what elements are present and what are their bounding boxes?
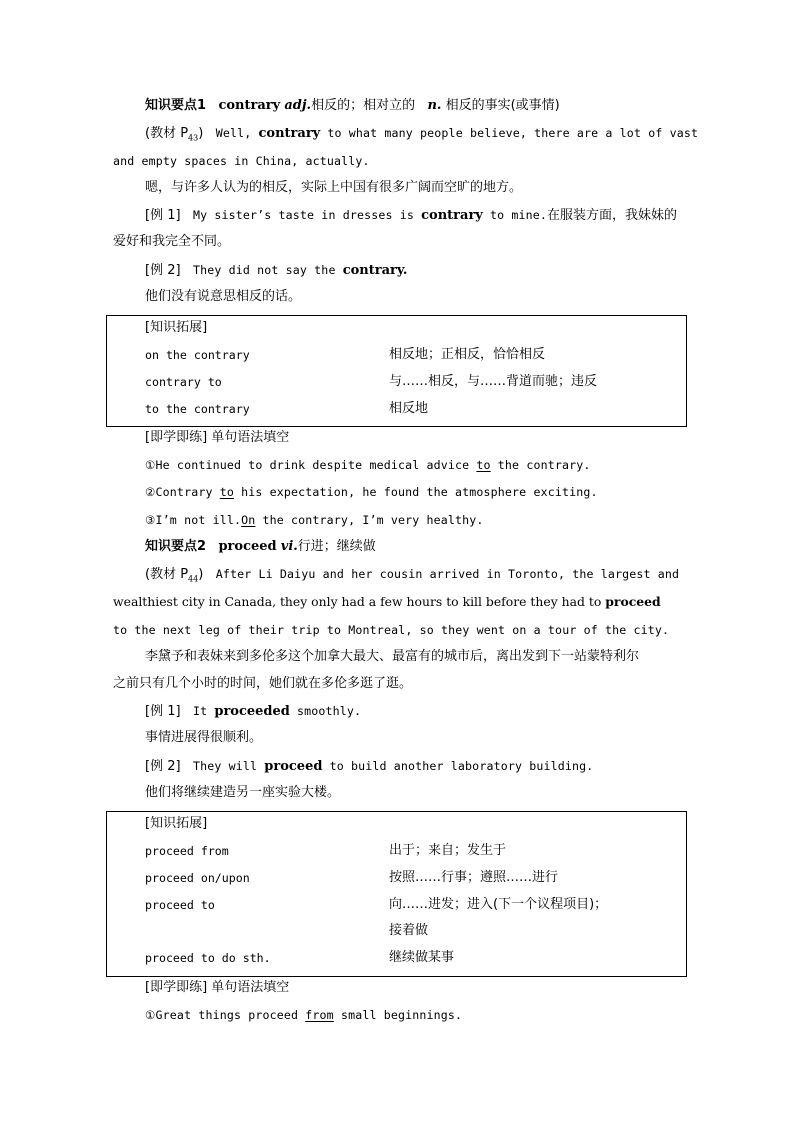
- sentence-line2: and empty spaces in China, actually.: [113, 154, 370, 168]
- example-keyword: proceed: [264, 759, 323, 774]
- sentence-keyword: proceed: [605, 594, 661, 609]
- translation: 嗯，与许多人认为的相反，实际上中国有很多广阔而空旷的地方。: [145, 180, 523, 195]
- phrase: on the contrary: [145, 348, 250, 362]
- source-label: (教材 P: [145, 567, 189, 582]
- phrase-meaning: 继续做某事: [389, 950, 455, 965]
- example-text: to mine.: [482, 208, 548, 222]
- practice-title: [即学即练] 单句语法填空: [145, 430, 290, 445]
- sentence-line2: [113, 592, 693, 612]
- sentence-text: to what many people believe, there are a lot of vast: [320, 126, 699, 140]
- phrase-meaning: 相反地；正相反，恰恰相反: [389, 347, 546, 362]
- meaning-n: 相反的事实(或事情): [445, 98, 560, 113]
- practice-answer: to: [476, 458, 491, 472]
- practice-text: the contrary.: [490, 458, 591, 472]
- example-translation: 在服装方面，我妹妹的: [547, 208, 678, 223]
- extension-title: [知识拓展]: [145, 320, 208, 335]
- phrase-meaning: 相反地: [389, 401, 429, 416]
- example-2: [145, 260, 693, 281]
- source-page: 44: [188, 574, 199, 584]
- source-label: (教材 P: [145, 126, 189, 141]
- practice-text: the contrary, I’m very healthy.: [255, 513, 484, 527]
- example-translation: 事情进展得很顺利。: [145, 730, 263, 745]
- source-page: 43: [188, 133, 199, 143]
- translation-cont: 之前只有几个小时的时间，她们就在多伦多逛了逛。: [113, 676, 413, 691]
- phrase: proceed to do sth.: [145, 951, 271, 965]
- example-text: My sister’s taste in dresses is: [192, 208, 422, 222]
- point1-heading: [145, 96, 693, 116]
- pos: vi.: [280, 539, 298, 554]
- example-text: They will: [192, 759, 265, 773]
- example-text: They did not say the: [192, 263, 343, 277]
- example-translation: 他们将继续建造另一座实验大楼。: [145, 785, 341, 800]
- extension-box: [106, 315, 687, 427]
- meaning-adj: 相反的；相对立的: [311, 98, 416, 113]
- example-translation-cont: 爱好和我完全不同。: [113, 234, 231, 249]
- pos-adj: adj.: [284, 98, 312, 113]
- headword: proceed: [218, 539, 277, 554]
- headword: contrary: [218, 98, 281, 113]
- phrase: proceed from: [145, 844, 229, 858]
- practice-answer: from: [305, 1008, 334, 1022]
- sentence-text: After Li Daiyu and her cousin arrived in Toronto, the largest and: [215, 567, 680, 581]
- point2-source-sentence: [145, 564, 693, 590]
- phrase: proceed to: [145, 898, 215, 912]
- practice-answer: On: [241, 513, 256, 527]
- practice-text: his expectation, he found the atmosphere exciting.: [233, 485, 598, 499]
- phrase: contrary to: [145, 375, 222, 389]
- practice-text: ①He continued to drink despite medical advice: [145, 458, 477, 472]
- phrase-meaning: 向……进发；进入(下一个议程项目)；: [389, 897, 608, 912]
- example-2: [145, 756, 693, 777]
- example-text: It: [192, 704, 215, 718]
- point1-source-sentence: [145, 123, 699, 149]
- phrase: to the contrary: [145, 402, 250, 416]
- practice-item: [145, 1005, 693, 1025]
- practice-answer: to: [219, 485, 234, 499]
- sentence-line3: to the next leg of their trip to Montreal, so they went on a tour of the city.: [113, 623, 670, 637]
- sentence-text: Well,: [215, 126, 259, 140]
- practice-text: ③I’m not ill.: [145, 513, 242, 527]
- extension-box: [106, 811, 687, 977]
- practice-text: small beginnings.: [333, 1008, 463, 1022]
- phrase-meaning: 出于；来自；发生于: [389, 843, 507, 858]
- example-keyword: contrary.: [342, 263, 408, 278]
- heading-label: 知识要点1: [145, 98, 207, 113]
- practice-title: [即学即练] 单句语法填空: [145, 980, 290, 995]
- example-label: [例 2]: [145, 263, 181, 278]
- pos-n: n.: [427, 98, 442, 113]
- example-translation: 他们没有说意思相反的话。: [145, 289, 302, 304]
- example-text: smoothly.: [289, 704, 362, 718]
- practice-item: [145, 510, 693, 530]
- extension-title: [知识拓展]: [145, 816, 208, 831]
- practice-text: ②Contrary: [145, 485, 220, 499]
- point2-heading: [145, 537, 693, 557]
- practice-item: [145, 455, 693, 475]
- phrase: proceed on/upon: [145, 871, 250, 885]
- phrase-meaning: 按照……行事；遵照……进行: [389, 870, 559, 885]
- translation: 李黛予和表妹来到多伦多这个加拿大最大、最富有的城市后，离出发到下一站蒙特利尔: [145, 649, 640, 664]
- practice-text: ①Great things proceed: [145, 1008, 306, 1022]
- source-close: ): [198, 567, 204, 582]
- example-label: [例 2]: [145, 759, 181, 774]
- example-text: to build another laboratory building.: [322, 759, 594, 773]
- example-keyword: proceeded: [214, 704, 290, 719]
- example-label: [例 1]: [145, 208, 181, 223]
- example-1: [145, 701, 693, 722]
- phrase-meaning: 与……相反，与……背道而驰；违反: [389, 374, 598, 389]
- phrase-meaning: 接着做: [389, 923, 429, 938]
- example-keyword: contrary: [421, 208, 483, 223]
- source-close: ): [198, 126, 204, 141]
- example-1: [145, 205, 693, 226]
- sentence-keyword: contrary: [258, 126, 321, 141]
- meaning: 行进；继续做: [297, 539, 376, 554]
- sentence-text: wealthiest city in Canada, they only had a few hours to kill before they had to: [113, 594, 606, 609]
- practice-item: [145, 482, 693, 502]
- heading-label: 知识要点2: [145, 539, 207, 554]
- example-label: [例 1]: [145, 704, 181, 719]
